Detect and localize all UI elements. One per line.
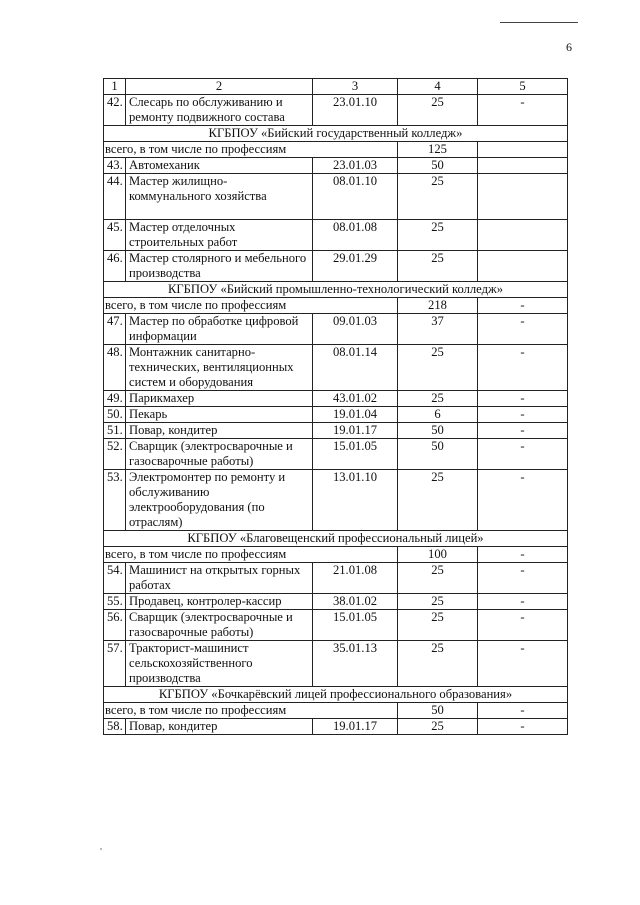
profession-code: 23.01.10 [313, 95, 398, 126]
profession-code: 15.01.05 [313, 439, 398, 470]
table-row [104, 719, 568, 735]
table-row [104, 345, 568, 391]
profession-name: Тракторист-машинист сельскохозяйственного производства [126, 641, 313, 687]
col5-value [478, 251, 568, 282]
row-number: 52. [104, 439, 126, 470]
header-cell: 1 [104, 79, 126, 95]
profession-name: Монтажник санитарно-технических, вентиляционных систем и оборудования [126, 345, 313, 391]
admission-count: 25 [398, 345, 478, 391]
col5-value [478, 174, 568, 220]
total-col5 [478, 142, 568, 158]
total-count: 50 [398, 703, 478, 719]
total-count: 218 [398, 298, 478, 314]
row-number: 45. [104, 220, 126, 251]
total-col5: - [478, 547, 568, 563]
col5-value [478, 158, 568, 174]
row-number: 58. [104, 719, 126, 735]
table-row [104, 158, 568, 174]
table-row [104, 563, 568, 594]
col5-value: - [478, 439, 568, 470]
row-number: 46. [104, 251, 126, 282]
profession-name: Электромонтер по ремонту и обслуживанию электрооборудования (по отраслям) [126, 470, 313, 531]
profession-code: 08.01.10 [313, 174, 398, 220]
table-row [104, 470, 568, 531]
row-number: 50. [104, 407, 126, 423]
row-number: 47. [104, 314, 126, 345]
org-header-row [104, 282, 568, 298]
row-number: 51. [104, 423, 126, 439]
row-number: 57. [104, 641, 126, 687]
profession-code: 35.01.13 [313, 641, 398, 687]
table-row [104, 610, 568, 641]
profession-code: 38.01.02 [313, 594, 398, 610]
total-col5: - [478, 298, 568, 314]
admission-count: 50 [398, 158, 478, 174]
row-number: 53. [104, 470, 126, 531]
total-label: всего, в том числе по профессиям [104, 298, 398, 314]
col5-value [478, 220, 568, 251]
profession-code: 09.01.03 [313, 314, 398, 345]
total-row [104, 547, 568, 563]
profession-name: Автомеханик [126, 158, 313, 174]
profession-name: Мастер отделочных строительных работ [126, 220, 313, 251]
row-number: 48. [104, 345, 126, 391]
total-row [104, 703, 568, 719]
admission-count: 50 [398, 439, 478, 470]
col5-value: - [478, 314, 568, 345]
profession-name: Сварщик (электросварочные и газосварочные работы) [126, 610, 313, 641]
professions-table [103, 78, 568, 735]
profession-code: 43.01.02 [313, 391, 398, 407]
profession-name: Мастер жилищно-коммунального хозяйства [126, 174, 313, 220]
org-header-row [104, 531, 568, 547]
table-row [104, 251, 568, 282]
total-row [104, 298, 568, 314]
table-row [104, 439, 568, 470]
col5-value: - [478, 345, 568, 391]
admission-count: 25 [398, 174, 478, 220]
col5-value: - [478, 391, 568, 407]
scan-speck [100, 848, 102, 850]
profession-name: Слесарь по обслуживанию и ремонту подвижного состава [126, 95, 313, 126]
table-row [104, 220, 568, 251]
col5-value: - [478, 719, 568, 735]
admission-count: 25 [398, 563, 478, 594]
table-row [104, 391, 568, 407]
admission-count: 37 [398, 314, 478, 345]
table-row [104, 314, 568, 345]
org-name: КГБПОУ «Бийский промышленно-технологический колледж» [104, 282, 568, 298]
table-row [104, 423, 568, 439]
header-cell: 5 [478, 79, 568, 95]
table-row [104, 95, 568, 126]
profession-name: Повар, кондитер [126, 423, 313, 439]
org-header-row [104, 687, 568, 703]
profession-code: 19.01.17 [313, 719, 398, 735]
col5-value: - [478, 594, 568, 610]
org-name: КГБПОУ «Благовещенский профессиональный лицей» [104, 531, 568, 547]
org-header-row [104, 126, 568, 142]
total-label: всего, в том числе по профессиям [104, 547, 398, 563]
header-cell: 4 [398, 79, 478, 95]
header-cell: 3 [313, 79, 398, 95]
profession-code: 23.01.03 [313, 158, 398, 174]
table-header-row [104, 79, 568, 95]
profession-name: Пекарь [126, 407, 313, 423]
table-row [104, 594, 568, 610]
admission-count: 25 [398, 470, 478, 531]
table-row [104, 641, 568, 687]
row-number: 42. [104, 95, 126, 126]
org-name: КГБПОУ «Бийский государственный колледж» [104, 126, 568, 142]
admission-count: 25 [398, 391, 478, 407]
profession-name: Мастер по обработке цифровой информации [126, 314, 313, 345]
profession-code: 08.01.14 [313, 345, 398, 391]
col5-value: - [478, 407, 568, 423]
row-number: 49. [104, 391, 126, 407]
org-name: КГБПОУ «Бочкарёвский лицей профессионального образования» [104, 687, 568, 703]
admission-count: 25 [398, 95, 478, 126]
row-number: 54. [104, 563, 126, 594]
profession-name: Машинист на открытых горных работах [126, 563, 313, 594]
admission-count: 50 [398, 423, 478, 439]
admission-count: 6 [398, 407, 478, 423]
profession-name: Парикмахер [126, 391, 313, 407]
row-number: 44. [104, 174, 126, 220]
table-body [104, 79, 568, 735]
profession-code: 08.01.08 [313, 220, 398, 251]
col5-value: - [478, 563, 568, 594]
row-number: 55. [104, 594, 126, 610]
col5-value: - [478, 470, 568, 531]
table-row [104, 174, 568, 220]
row-number: 43. [104, 158, 126, 174]
total-count: 100 [398, 547, 478, 563]
profession-name: Сварщик (электросварочные и газосварочные работы) [126, 439, 313, 470]
admission-count: 25 [398, 251, 478, 282]
profession-code: 21.01.08 [313, 563, 398, 594]
total-count: 125 [398, 142, 478, 158]
total-row [104, 142, 568, 158]
total-label: всего, в том числе по профессиям [104, 703, 398, 719]
col5-value: - [478, 423, 568, 439]
admission-count: 25 [398, 220, 478, 251]
profession-code: 19.01.17 [313, 423, 398, 439]
page-number: 6 [566, 40, 572, 54]
profession-name: Мастер столярного и мебельного производства [126, 251, 313, 282]
profession-code: 15.01.05 [313, 610, 398, 641]
profession-code: 19.01.04 [313, 407, 398, 423]
admission-count: 25 [398, 594, 478, 610]
admission-count: 25 [398, 719, 478, 735]
table-row [104, 407, 568, 423]
header-cell: 2 [126, 79, 313, 95]
col5-value: - [478, 610, 568, 641]
admission-count: 25 [398, 641, 478, 687]
col5-value: - [478, 95, 568, 126]
header-rule [500, 22, 578, 23]
profession-name: Продавец, контролер-кассир [126, 594, 313, 610]
total-label: всего, в том числе по профессиям [104, 142, 398, 158]
total-col5: - [478, 703, 568, 719]
admission-count: 25 [398, 610, 478, 641]
profession-code: 29.01.29 [313, 251, 398, 282]
profession-code: 13.01.10 [313, 470, 398, 531]
col5-value: - [478, 641, 568, 687]
profession-name: Повар, кондитер [126, 719, 313, 735]
row-number: 56. [104, 610, 126, 641]
